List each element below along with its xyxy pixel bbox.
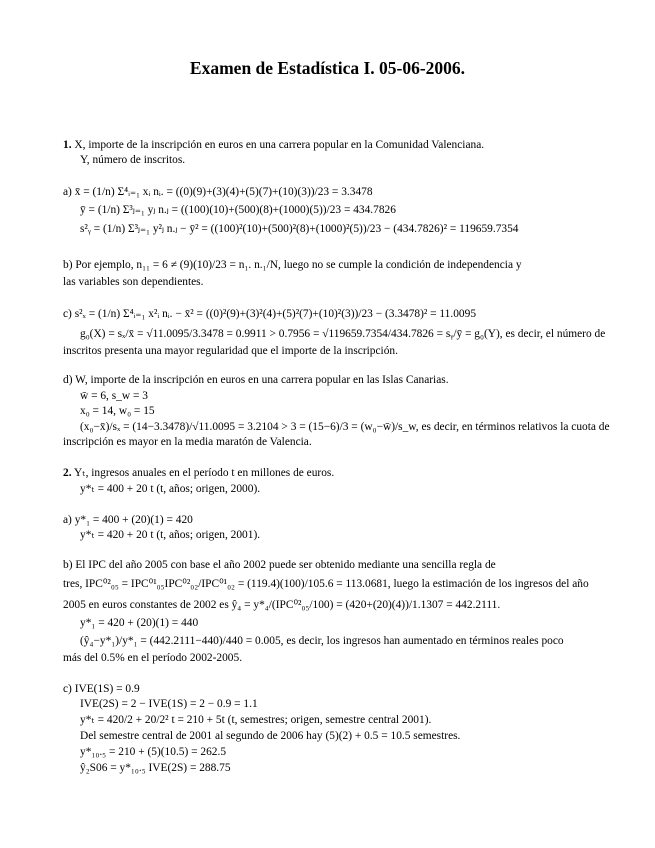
q1-d-intro: d) W, importe de la inscripción en euros en una carrera popular en las Islas Canarias. bbox=[63, 374, 449, 386]
page-title: Examen de Estadística I. 05-06-2006. bbox=[189, 58, 466, 78]
q1-b-line1: b) Por ejemplo, n₁₁ = 6 ≠ (9)(10)/23 = n₁. n.₁/N, luego no se cumple la condición de independencia y bbox=[63, 259, 522, 271]
q1-b-line2: las variables son dependientes. bbox=[63, 276, 204, 288]
q2-intro-trend: y*ₜ = 400 + 20 t (t, años; origen, 2000). bbox=[80, 483, 261, 495]
q1-c-conclusion: inscritos presenta una mayor regularidad que el importe de la inscripción. bbox=[63, 345, 398, 357]
q2-b-line1: b) El IPC del año 2005 con base el año 2002 puede ser obtenido mediante una sencilla regla de bbox=[63, 559, 496, 571]
q2-c-line2: IVE(2S) = 2 − IVE(1S) = 2 − 0.9 = 1.1 bbox=[80, 698, 258, 710]
q1-c-var-x: c) s²ₓ = (1/n) Σ⁴ᵢ₌₁ x²ᵢ nᵢ. − x̄² = ((0)²(9)+(3)²(4)+(5)²(7)+(10)²(3))/23 − (3.3478)² = 11.0095 bbox=[63, 308, 477, 320]
q2-intro-y-text: Yₜ, ingresos anuales en el período t en millones de euros. bbox=[73, 467, 335, 479]
q1-number: 1. bbox=[63, 139, 72, 151]
q2-b-line5: (ŷ₄−y*₁)/y*₁ = (442.2111−440)/440 = 0.005, es decir, los ingresos han aumentado en términos reales poco bbox=[80, 635, 564, 647]
q2-a-line1: a) y*₁ = 400 + (20)(1) = 420 bbox=[63, 514, 193, 526]
q2-c-line5: y*₁₀.₅ = 210 + (5)(10.5) = 262.5 bbox=[80, 746, 227, 758]
q2-intro-y bbox=[63, 466, 583, 480]
q1-d-w-stats: w̄ = 6, s_w = 3 bbox=[80, 390, 148, 402]
q1-d-conclusion: inscripción es mayor en la media maratón de Valencia. bbox=[63, 436, 312, 448]
q2-b-line6: más del 0.5% en el período 2002-2005. bbox=[63, 652, 243, 664]
q1-intro-y: Y, número de inscritos. bbox=[80, 154, 186, 166]
q1-intro-x bbox=[63, 138, 583, 152]
q2-c-line3: y*ₜ = 420/2 + 20/2² t = 210 + 5t (t, semestres; origen, semestre central 2001). bbox=[80, 714, 432, 726]
q1-intro-x-text: X, importe de la inscripción en euros en una carrera popular en la Comunidad Valenciana. bbox=[74, 139, 485, 151]
q1-d-values: x₀ = 14, w₀ = 15 bbox=[80, 405, 155, 417]
q2-b-line2: tres, IPC⁰²₀₅ = IPC⁰¹₀₅IPC⁰²₀₂/IPC⁰¹₀₂ = (119.4)(100)/105.6 = 113.0681, luego la estimación de los ingresos del año bbox=[63, 578, 589, 590]
q2-number: 2. bbox=[63, 467, 72, 479]
q1-d-standardized: (x₀−x̄)/sₓ = (14−3.3478)/√11.0095 = 3.2104 > 3 = (15−6)/3 = (w₀−w̄)/s_w, es decir, en términos relativos la cuota de bbox=[80, 421, 610, 433]
q1-a-var-y: s²ᵧ = (1/n) Σ³ⱼ₌₁ y²ⱼ n.ⱼ − ȳ² = ((100)²(10)+(500)²(8)+(1000)²(5))/23 − (434.7826)² = 119659.7354 bbox=[80, 223, 519, 235]
q2-c-line6: ŷ₂S06 = y*₁₀.₅ IVE(2S) = 288.75 bbox=[80, 762, 231, 774]
q1-c-cv: g₀(X) = sₓ/x̄ = √11.0095/3.3478 = 0.9911 > 0.7956 = √119659.7354/434.7826 = sᵧ/ȳ = g₀(Y), es decir, el número de bbox=[80, 328, 606, 340]
q1-a-mean-y: ȳ = (1/n) Σ³ⱼ₌₁ yⱼ n.ⱼ = ((100)(10)+(500)(8)+(1000)(5))/23 = 434.7826 bbox=[80, 204, 396, 216]
q2-c-line4: Del semestre central de 2001 al segundo de 2006 hay (5)(2) + 0.5 = 10.5 semestres. bbox=[80, 730, 461, 742]
q2-c-line1: c) IVE(1S) = 0.9 bbox=[63, 683, 140, 695]
q1-a-mean-x: a) x̄ = (1/n) Σ⁴ᵢ₌₁ xᵢ nᵢ. = ((0)(9)+(3)(4)+(5)(7)+(10)(3))/23 = 3.3478 bbox=[63, 186, 373, 198]
q2-b-line3: 2005 en euros constantes de 2002 es ŷ₄ = y*₄/(IPC⁰²₀₅/100) = (420+(20)(4))/1.1307 = 442.2111. bbox=[63, 599, 501, 611]
q2-b-line4: y*₁ = 420 + (20)(1) = 440 bbox=[80, 617, 199, 629]
q2-a-line2: y*ₜ = 420 + 20 t (t, años; origen, 2001). bbox=[80, 529, 261, 541]
